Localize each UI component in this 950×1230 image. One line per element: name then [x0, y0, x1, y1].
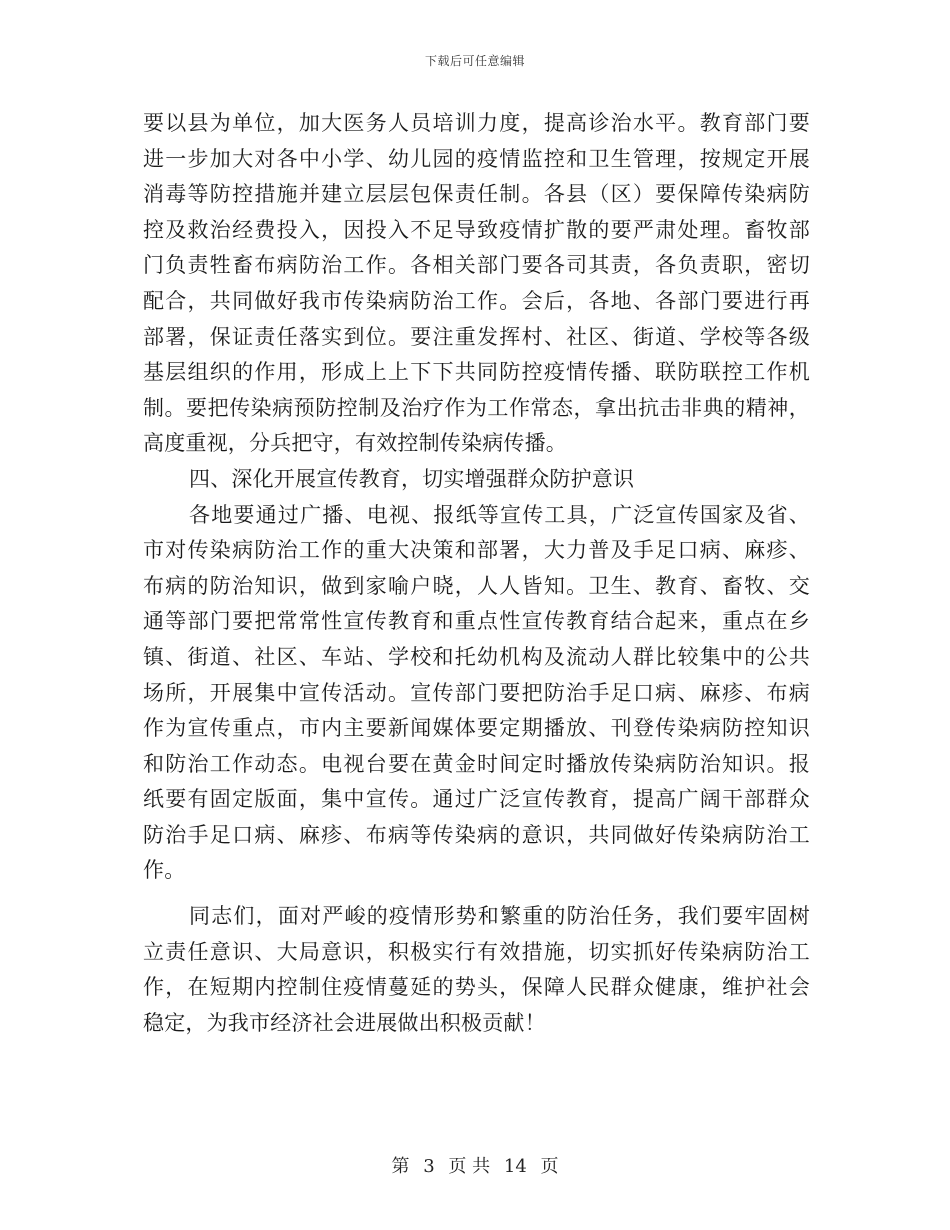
document-body	[143, 106, 810, 1041]
text-line: 立责任意识、大局意识，积极实行有效措施，切实抓好传染病防治工	[143, 939, 810, 964]
text-line: 作为宣传重点，市内主要新闻媒体要定期播放、刊登传染病防控知识	[143, 716, 810, 741]
footer-prefix: 第	[391, 1156, 410, 1177]
text-line: 场所，开展集中宣传活动。宣传部门要把防治手足口病、麻疹、布病	[143, 680, 810, 705]
text-line: 和防治工作动态。电视台要在黄金时间定时播放传染病防治知识。报	[143, 751, 810, 776]
text-line: 基层组织的作用，形成上上下下共同防控疫情传播、联防联控工作机	[143, 360, 810, 385]
text-line: 布病的防治知识，做到家喻户晓，人人皆知。卫生、教育、畜牧、交	[143, 573, 810, 598]
paragraph-first-line: 各地要通过广播、电视、报纸等宣传工具，广泛宣传国家及省、	[189, 502, 810, 527]
text-line: 作，在短期内控制住疫情蔓延的势头，保障人民群众健康，维护社会	[143, 975, 810, 1000]
text-line: 要以县为单位，加大医务人员培训力度，提高诊治水平。教育部门要	[143, 111, 810, 135]
text-line: 消毒等防控措施并建立层层包保责任制。各县（区）要保障传染病防	[143, 182, 810, 207]
page-header: 下载后可任意编辑	[424, 54, 525, 68]
text-line: 部署，保证责任落实到位。要注重发挥村、社区、街道、学校等各级	[143, 324, 810, 349]
text-line: 制。要把传染病预防控制及治疗作为工作常态，拿出抗击非典的精神，	[143, 395, 810, 420]
footer-middle: 页 共	[448, 1156, 491, 1177]
current-page-number: 3	[423, 1156, 435, 1177]
text-line: 稳定，为我市经济社会进展做出积极贡献！	[143, 1010, 546, 1035]
section-heading: 四、深化开展宣传教育，切实增强群众防护意识	[189, 466, 635, 491]
text-line: 作。	[143, 858, 186, 883]
text-line: 门负责牲畜布病防治工作。各相关部门要各司其责，各负责职，密切	[143, 253, 810, 278]
footer-suffix: 页	[540, 1156, 559, 1177]
text-line: 进一步加大对各中小学、幼儿园的疫情监控和卫生管理，按规定开展	[143, 146, 810, 171]
text-line: 通等部门要把常常性宣传教育和重点性宣传教育结合起来，重点在乡	[143, 609, 810, 634]
text-line: 市对传染病防治工作的重大决策和部署，大力普及手足口病、麻疹、	[143, 538, 810, 563]
paragraph-gap	[143, 889, 810, 899]
text-line: 配合，共同做好我市传染病防治工作。会后，各地、各部门要进行再	[143, 288, 810, 313]
text-line: 高度重视，分兵把守，有效控制传染病传播。	[143, 431, 567, 456]
text-line: 控及救治经费投入，因投入不足导致疫情扩散的要严肃处理。畜牧部	[143, 217, 810, 242]
text-line: 防治手足口病、麻疹、布病等传染病的意识，共同做好传染病防治工	[143, 822, 810, 847]
total-page-count: 14	[503, 1156, 527, 1177]
text-line: 纸要有固定版面，集中宣传。通过广泛宣传教育，提高广阔干部群众	[143, 787, 810, 812]
paragraph-first-line: 同志们，面对严峻的疫情形势和繁重的防治任务，我们要牢固树	[189, 904, 810, 929]
page-footer	[0, 1152, 950, 1178]
text-line: 镇、街道、社区、车站、学校和托幼机构及流动人群比较集中的公共	[143, 644, 810, 669]
